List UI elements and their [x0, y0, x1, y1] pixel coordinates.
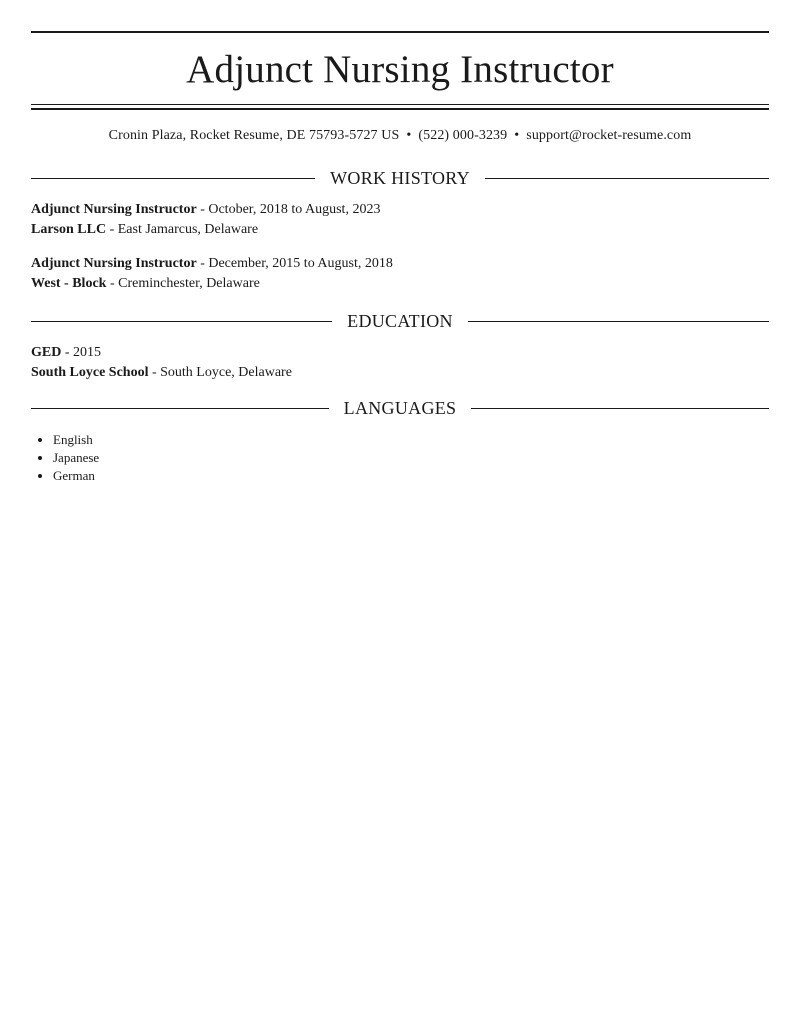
company-location: - Creminchester, Delaware — [106, 276, 260, 291]
page-title: Adjunct Nursing Instructor — [186, 48, 614, 91]
language-item: • German — [53, 467, 769, 485]
degree: GED — [31, 345, 62, 360]
work-history-list — [31, 200, 769, 294]
contact-email: support@rocket-resume.com — [526, 128, 692, 143]
section-title: WORK HISTORY — [330, 168, 470, 188]
school-name: South Loyce School — [31, 365, 149, 380]
top-rule — [31, 31, 769, 33]
language-item: • Japanese — [53, 449, 769, 467]
languages-list — [31, 431, 769, 485]
section-title: EDUCATION — [347, 311, 453, 331]
contact-separator: • — [406, 128, 412, 143]
language-item: • English — [53, 431, 769, 449]
work-entry — [31, 254, 769, 294]
contact-separator: • — [514, 128, 520, 143]
job-title: Adjunct Nursing Instructor — [31, 256, 197, 271]
section-title: LANGUAGES — [343, 398, 457, 418]
section-heading-work-history — [31, 167, 769, 189]
contact-phone: (522) 000-3239 — [418, 128, 508, 143]
school-location: - South Loyce, Delaware — [148, 365, 292, 380]
work-entry — [31, 200, 769, 240]
education-list — [31, 343, 769, 383]
resume-page — [31, 31, 769, 485]
company-name: West - Block — [31, 276, 107, 291]
degree-year: - 2015 — [61, 345, 102, 360]
job-title: Adjunct Nursing Instructor — [31, 202, 197, 217]
contact-line — [31, 127, 769, 145]
section-heading-languages — [31, 397, 769, 419]
contact-address: Cronin Plaza, Rocket Resume, DE 75793-5727 US — [108, 128, 400, 143]
job-dates: - October, 2018 to August, 2023 — [196, 202, 381, 217]
title-double-rule — [31, 104, 769, 110]
section-heading-education — [31, 310, 769, 332]
company-location: - East Jamarcus, Delaware — [106, 222, 259, 237]
job-dates: - December, 2015 to August, 2018 — [196, 256, 393, 271]
education-entry — [31, 343, 769, 383]
company-name: Larson LLC — [31, 222, 107, 237]
